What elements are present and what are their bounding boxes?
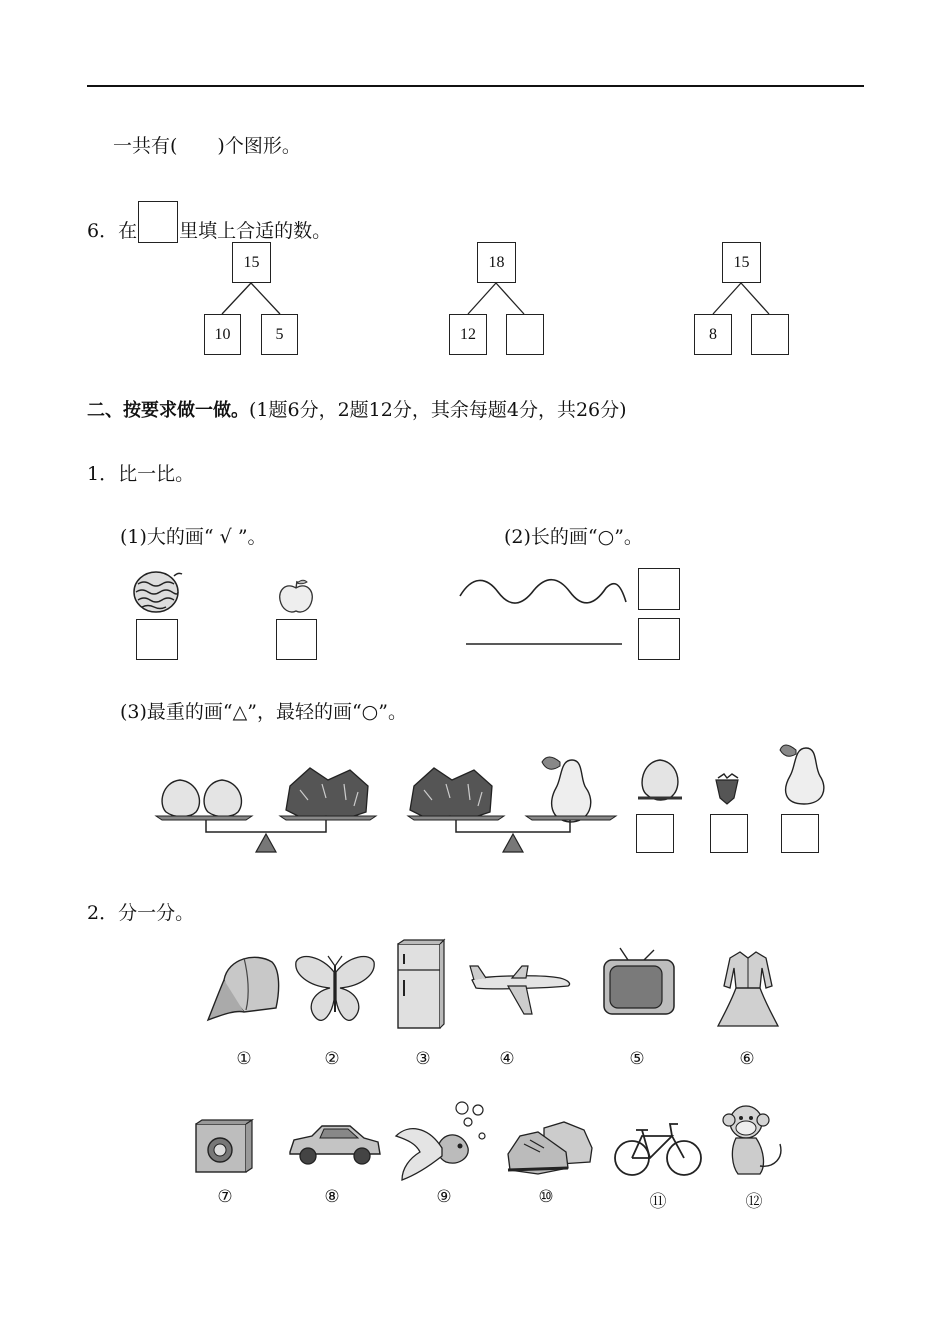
item-9-label: ⑨ xyxy=(436,1187,452,1207)
strawberry-icon xyxy=(710,772,744,806)
item-8-label: ⑧ xyxy=(324,1187,340,1207)
item-6-label: ⑥ xyxy=(739,1049,755,1069)
q6-text-before: 在 xyxy=(118,220,138,242)
watermelon-answer-box[interactable] xyxy=(136,619,178,660)
item-1-label: ① xyxy=(236,1049,252,1069)
tree-1-top-box: 15 xyxy=(232,242,271,283)
washing-machine-icon xyxy=(194,1118,254,1174)
item-4-label: ④ xyxy=(499,1049,515,1069)
butterfly-icon xyxy=(292,952,378,1028)
item-2-label: ② xyxy=(324,1049,340,1069)
q2-number: 2． xyxy=(87,902,119,924)
q1-part3-label: (3)最重的画“△”，最轻的画“○”。 xyxy=(120,701,407,723)
television-icon xyxy=(602,946,676,1018)
straight-line xyxy=(466,642,626,646)
item-5-label: ⑤ xyxy=(629,1049,645,1069)
q6-text-after: 里填上合适的数。 xyxy=(179,220,332,242)
prev-question-text-after: )个图形。 xyxy=(217,135,301,157)
section-2-points: (1题6分，2题12分，其余每题4分，共26分) xyxy=(249,399,627,421)
q1-title: 比一比。 xyxy=(118,463,195,485)
section-2-heading-line xyxy=(87,395,627,422)
watermelon-icon xyxy=(130,570,186,614)
pear-answer-box[interactable] xyxy=(781,814,819,853)
peach-icon xyxy=(162,780,241,817)
item-11-label: ⑪ xyxy=(649,1192,667,1212)
tree-3-answer-box[interactable] xyxy=(751,314,789,355)
q2-line xyxy=(87,898,194,925)
dress-icon xyxy=(716,948,780,1030)
apple-icon xyxy=(276,578,316,616)
tree-3-top-box: 15 xyxy=(722,242,761,283)
wavy-line xyxy=(458,572,628,612)
item-10-label: ⑩ xyxy=(538,1187,554,1207)
cap-icon xyxy=(204,950,282,1022)
apple-answer-box[interactable] xyxy=(276,619,317,660)
goldfish-icon xyxy=(392,1096,496,1184)
peach-answer-box[interactable] xyxy=(636,814,674,853)
monkey-icon xyxy=(720,1100,786,1180)
q1-part2-label: (2)长的画“○”。 xyxy=(504,526,643,548)
tree-2-left-box: 12 xyxy=(449,314,487,355)
q1-number: 1． xyxy=(87,463,119,485)
pear-icon xyxy=(542,757,591,822)
q6-number: 6． xyxy=(87,220,119,242)
item-7-label: ⑦ xyxy=(217,1187,233,1207)
airplane-icon xyxy=(468,958,576,1018)
sneakers-icon xyxy=(504,1118,596,1178)
tree-3-left-box: 8 xyxy=(694,314,732,355)
tree-1-right-box: 5 xyxy=(261,314,298,355)
tree-3-lines xyxy=(0,0,950,400)
item-12-label: ⑫ xyxy=(745,1192,763,1212)
strawberry-icon xyxy=(410,768,492,818)
prev-question-text-before: 一共有( xyxy=(113,135,178,157)
car-icon xyxy=(286,1120,382,1168)
balance-scale-1 xyxy=(150,760,390,860)
pear-icon xyxy=(778,742,828,808)
balance-scale-2 xyxy=(402,752,622,860)
straight-line-answer-box[interactable] xyxy=(638,618,680,660)
strawberry-icon xyxy=(286,768,368,818)
tree-1-left-box: 10 xyxy=(204,314,241,355)
q1-line xyxy=(87,459,194,486)
wavy-line-answer-box[interactable] xyxy=(638,568,680,610)
item-3-label: ③ xyxy=(415,1049,431,1069)
peach-icon xyxy=(636,756,684,804)
bicycle-icon xyxy=(612,1118,704,1178)
q2-title: 分一分。 xyxy=(118,902,195,924)
section-2-heading: 二、按要求做一做。 xyxy=(87,400,249,421)
refrigerator-icon xyxy=(396,940,446,1032)
strawberry-answer-box[interactable] xyxy=(710,814,748,853)
tree-2-top-box: 18 xyxy=(477,242,516,283)
q1-part1-label: (1)大的画“ √ ”。 xyxy=(120,526,267,548)
